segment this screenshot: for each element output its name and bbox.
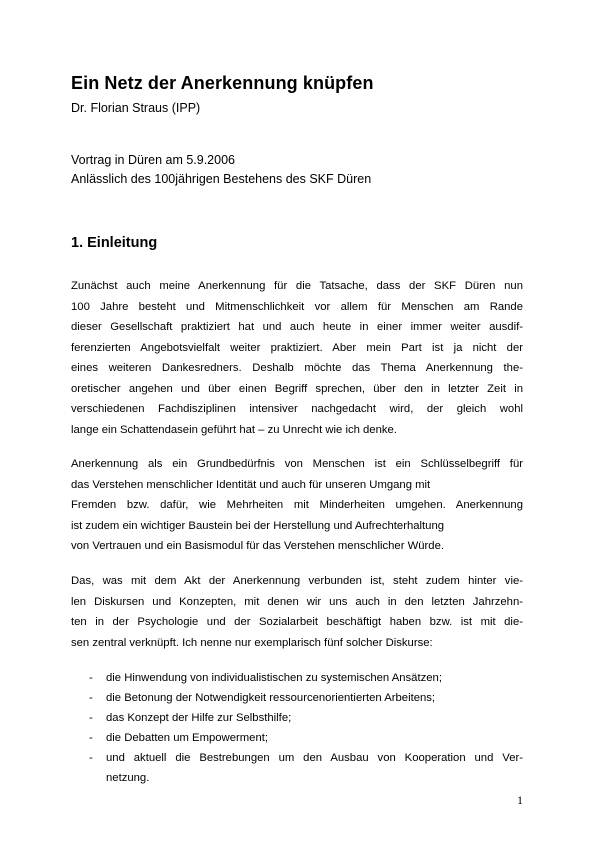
list-item-text: das Konzept der Hilfe zur Selbsthilfe; [106,712,292,724]
paragraph-line: das Verstehen menschlicher Identität und auch für unseren Umgang mit [71,478,431,491]
list-dash: - [89,752,93,764]
list-dash: - [89,712,93,724]
list-item [71,708,523,728]
paragraph-line: dieser Gesellschaft praktiziert hat und auch heute in einer immer weiter ausdif- [71,321,523,333]
paragraph-line: Fremden bzw. dafür, wie Mehrheiten mit Minderheiten umgehen. Anerkennung [71,499,523,511]
paragraph-line: 100 Jahre besteht und Mitmenschlichkeit vor allem für Menschen am Rande [71,300,523,313]
paragraph-line: sen zentral verknüpft. Ich nenne nur exemplarisch fünf solcher Diskurse: [71,636,433,649]
paragraph-line: von Vertrauen und ein Basismodul für das Verstehen menschlicher Würde. [71,540,445,552]
page-number: 1 [517,793,523,807]
paragraph-line: ist zudem ein wichtiger Baustein bei der Herstellung und Aufrechterhaltung [71,519,445,532]
document-author: Dr. Florian Straus (IPP) [71,101,201,115]
paragraph-line: Zunächst auch meine Anerkennung für die Tatsache, dass der SKF Düren nun [71,280,523,292]
list-item [71,688,523,708]
talk-occasion-line: Anlässlich des 100jährigen Bestehens des SKF Düren [71,172,372,186]
list-dash: - [89,692,93,704]
list-item-text: netzung. [106,772,150,784]
list-item-text: die Debatten um Empowerment; [106,732,269,744]
talk-venue-line: Vortrag in Düren am 5.9.2006 [71,153,235,167]
paragraph-line: len Diskursen und Konzepten, mit denen wir uns auch in den letzten Jahrzehn- [71,595,523,608]
list-item [71,728,523,748]
list-item [71,668,523,688]
paragraph-line: oretischer angehen und über einen Begriff sprechen, über den in letzter Zeit in [71,382,523,395]
paragraph-line: eines weiteren Dankesredners. Deshalb möchte das Thema Anerkennung the- [71,362,523,374]
list-item-text: die Betonung der Notwendigkeit ressourcenorientierten Arbeitens; [106,692,436,704]
list-item-text: die Hinwendung von individualistischen zu systemischen Ansätzen; [106,672,442,684]
list-dash: - [89,672,93,684]
section-heading: 1. Einleitung [71,235,158,251]
body-paragraph-1 [71,276,523,440]
body-paragraph-2 [71,454,523,557]
paragraph-line: Das, was mit dem Akt der Anerkennung verbunden ist, steht zudem hinter vie- [71,575,523,587]
paragraph-line: verschiedenen Fachdisziplinen intensiver nachgedacht wird, der gleich wohl [71,403,523,415]
paragraph-line: ferenzierten Angebotsvielfalt weiter praktiziert. Aber mein Part ist ja nicht der [71,341,523,354]
paragraph-line: Anerkennung als ein Grundbedürfnis von Menschen ist ein Schlüsselbegriff für [71,458,523,470]
paragraph-line: lange ein Schattendasein geführt hat – zu Unrecht wie ich denke. [71,423,397,436]
list-item [71,748,523,788]
document-title: Ein Netz der Anerkennung knüpfen [71,73,374,93]
talk-venue-block [71,151,371,189]
list-item-text: und aktuell die Bestrebungen um den Ausbau von Kooperation und Ver- [106,752,523,764]
paragraph-line: ten in der Psychologie und der Sozialarbeit beschäftigt haben bzw. ist mit die- [71,616,523,628]
list-dash: - [89,732,93,744]
body-paragraph-3 [71,571,523,653]
discourse-list [71,668,523,788]
